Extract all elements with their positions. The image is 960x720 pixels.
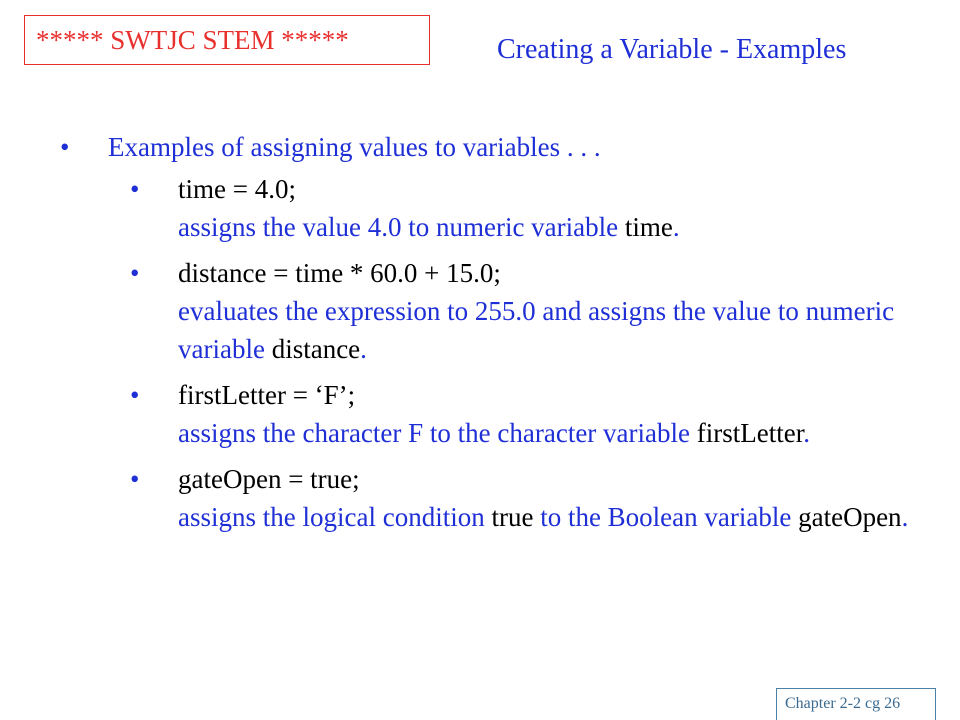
example-description	[178, 292, 938, 368]
desc-text: .	[360, 334, 367, 364]
desc-variable: firstLetter	[696, 418, 804, 448]
example-item-gateopen	[0, 460, 938, 536]
example-item-firstletter	[0, 376, 938, 452]
bullet-icon: •	[130, 174, 140, 204]
bullet-icon: •	[60, 132, 70, 162]
desc-variable: distance	[271, 334, 361, 364]
slide-footer: Chapter 2-2 cg 26	[776, 688, 936, 720]
desc-text: .	[901, 502, 909, 532]
desc-text: assigns the logical condition	[178, 502, 492, 532]
example-code: distance = time * 60.0 + 15.0;	[178, 258, 501, 288]
bullet-icon: •	[130, 380, 140, 410]
desc-text: assigns the value 4.0 to numeric variable	[178, 212, 625, 242]
example-code: gateOpen = true;	[178, 464, 360, 494]
example-description	[178, 414, 938, 452]
desc-variable: time	[624, 212, 673, 242]
desc-text: evaluates the expression to 255.0 and assigns the value to numeric variable	[178, 296, 895, 364]
desc-text: .	[672, 212, 680, 242]
example-code: time = 4.0;	[178, 174, 296, 204]
example-item-time	[0, 170, 938, 246]
example-code: firstLetter = ‘F’;	[178, 380, 356, 410]
main-bullet-text: Examples of assigning values to variables . . .	[108, 132, 601, 162]
example-description	[178, 498, 938, 536]
desc-text: assigns the character F to the character variable	[178, 418, 697, 448]
desc-text: .	[803, 418, 810, 448]
main-bullet	[0, 128, 960, 166]
example-item-distance	[0, 254, 938, 368]
slide-content	[0, 128, 960, 544]
desc-keyword: true	[491, 502, 534, 532]
example-description	[178, 208, 938, 246]
desc-variable: gateOpen	[798, 502, 902, 532]
slide-title: Creating a Variable - Examples	[497, 34, 847, 65]
bullet-icon: •	[130, 258, 140, 288]
desc-text: to the Boolean variable	[533, 502, 799, 532]
header-banner: ***** SWTJC STEM *****	[24, 15, 430, 65]
bullet-icon: •	[130, 464, 140, 494]
